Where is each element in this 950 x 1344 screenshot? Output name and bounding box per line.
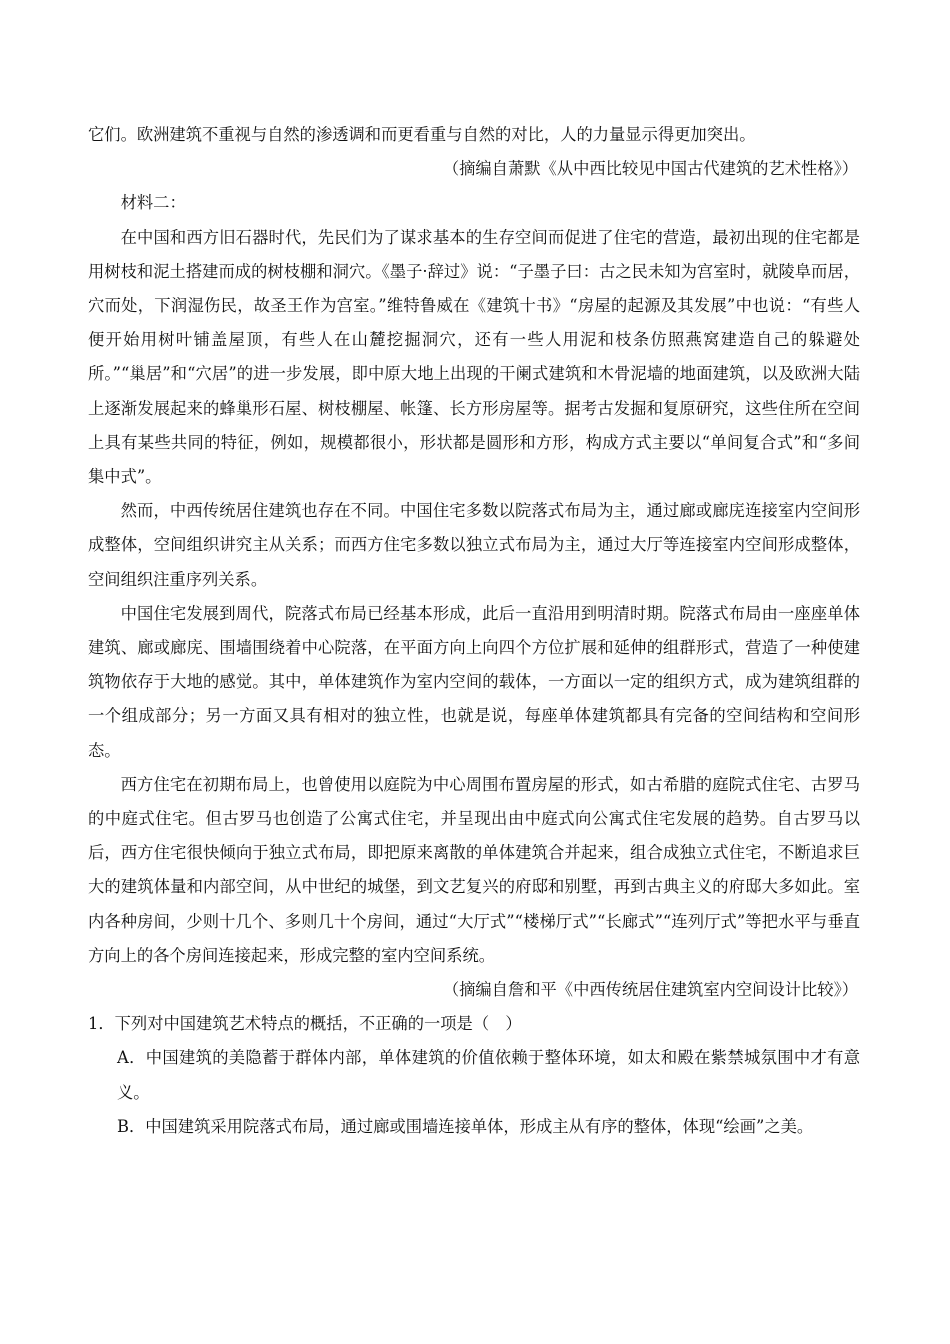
material2-paragraph-1: 在中国和西方旧石器时代，先民们为了谋求基本的生存空间而促进了住宅的营造，最初出现的住宅都是用树枝和泥土搭建而成的树枝棚和洞穴。《墨子·辞过》说：“子墨子曰：古之民未知为宫室时，就陵阜而居，穴而处，下润湿伤民，故圣王作为宫室。”维特鲁威在《建筑十书》“房屋的起源及其发展”中也说：“有些人便开始用树叶铺盖屋顶，有些人在山麓挖掘洞穴，还有一些人用泥和枝条仿照燕窝建造自己的躲避处所。”“巢居”和“穴居”的进一步发展，即中原大地上出现的干阑式建筑和木骨泥墙的地面建筑，以及欧洲大陆上逐渐发展起来的蜂巢形石屋、树枝棚屋、帐篷、长方形房屋等。据考古发掘和复原研究，这些住所在空间上具有某些共同的特征，例如，规模都很小，形状都是圆形和方形，构成方式主要以“单间复合式”和“多间集中式”。	[88, 227, 860, 487]
material2-source: （摘编自詹和平《中西传统居住建筑室内空间设计比较》）	[442, 980, 858, 1000]
material1-source: （摘编自萧默《从中西比较见中国古代建筑的艺术性格》）	[442, 159, 858, 179]
document-page	[88, 118, 860, 1144]
material1-tail-paragraph: 它们。欧洲建筑不重视与自然的渗透调和而更看重与自然的对比，人的力量显示得更加突出。	[88, 125, 756, 144]
material2-paragraph-4: 西方住宅在初期布局上，也曾使用以庭院为中心周围布置房屋的形式，如古希腊的庭院式住宅、古罗马的中庭式住宅。但古罗马也创造了公寓式住宅，并呈现出由中庭式向公寓式住宅发展的趋势。自古罗马以后，西方住宅很快倾向于独立式布局，即把原来离散的单体建筑合并起来，组合成独立式住宅，不断追求巨大的建筑体量和内部空间，从中世纪的城堡，到文艺复兴的府邸和别墅，再到古典主义的府邸大多如此。室内各种房间，少则十几个、多则几十个房间，通过“大厅式”“楼梯厅式”“长廊式”“连列厅式”等把水平与垂直方向上的各个房间连接起来，形成完整的室内空间系统。	[88, 774, 860, 965]
material2-paragraph-2: 然而，中西传统居住建筑也存在不同。中国住宅多数以院落式布局为主，通过廊或廊庑连接室内空间形成整体，空间组织讲究主从关系；而西方住宅多数以独立式布局为主，通过大厅等连接室内空间形成整体，空间组织注重序列关系。	[88, 501, 860, 589]
material2-paragraph-3: 中国住宅发展到周代，院落式布局已经基本形成，此后一直沿用到明清时期。院落式布局由一座座单体建筑、廊或廊庑、围墙围绕着中心院落，在平面方向上向四个方位扩展和延伸的组群形式，营造了一种使建筑物依存于大地的感觉。其中，单体建筑作为室内空间的载体，一方面以一定的组织方式，成为建筑组群的一个组成部分；另一方面又具有相对的独立性，也就是说，每座单体建筑都具有完备的空间结构和空间形态。	[88, 603, 860, 760]
material2-label: 材料二：	[120, 193, 186, 213]
question-1-option-a[interactable]: A．中国建筑的美隐蓄于群体内部，单体建筑的价值依赖于整体环境，如太和殿在紫禁城氛围中才有意义。	[117, 1048, 860, 1102]
question-1-stem: 1．下列对中国建筑艺术特点的概括，不正确的一项是（ ）	[88, 1014, 522, 1034]
question-1-option-b[interactable]: B．中国建筑采用院落式布局，通过廊或围墙连接单体，形成主从有序的整体，体现“绘画”之美。	[117, 1116, 814, 1136]
